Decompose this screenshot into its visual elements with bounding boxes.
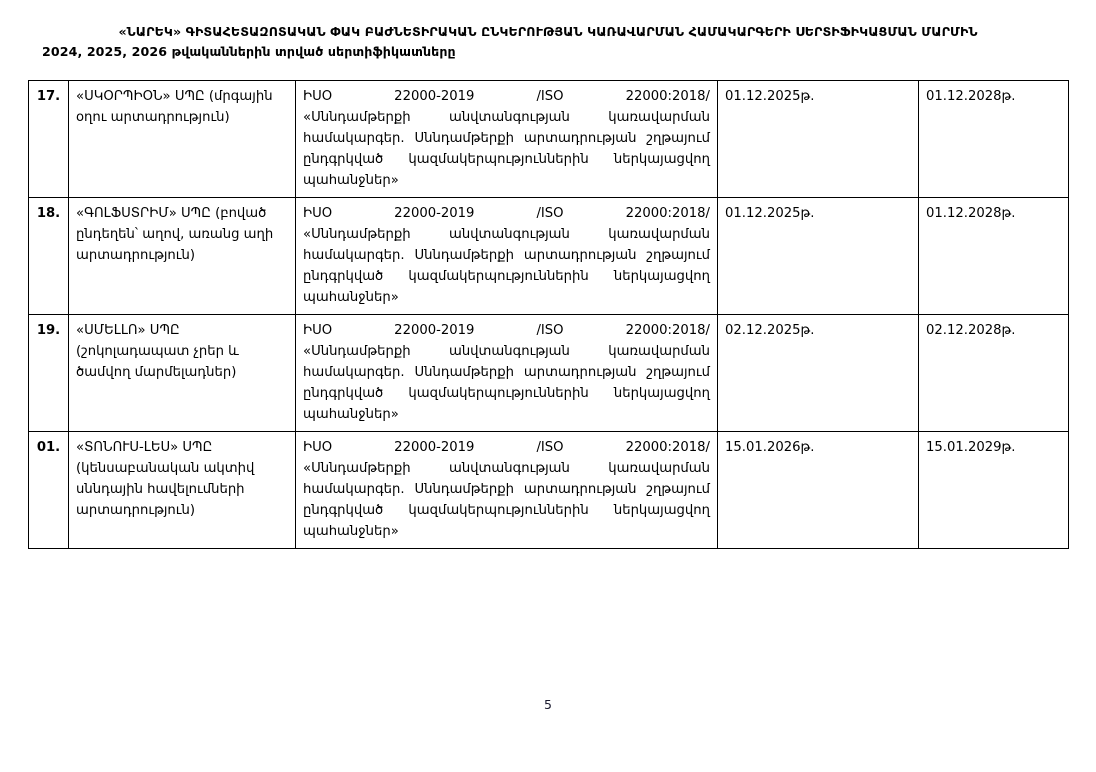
organization-name: «ՏՈՆՈՒՍ-ԼԵՍ» ՍՊԸ (կենսաբանական ակտիվ սննդային հավելումների արտադրություն) — [69, 432, 296, 549]
row-number: 18. — [29, 198, 69, 315]
issue-date: 15.01.2026թ. — [718, 432, 919, 549]
standard-code: ԻՍՕ 22000-2019 /ISO 22000:2018/ — [303, 323, 710, 338]
table-row — [29, 315, 1069, 432]
table-row — [29, 198, 1069, 315]
standard-description — [296, 432, 718, 549]
standard-code: ԻՍՕ 22000-2019 /ISO 22000:2018/ — [303, 206, 710, 221]
page-title — [28, 22, 1068, 62]
standard-title: «Սննդամթերքի անվտանգության կառավարման համակարգեր. Սննդամթերքի արտադրության շղթայում ընդգրկված կազմակերպություններին ներկայացվող պահանջներ» — [303, 344, 710, 422]
page-title-line-1: «ՆԱՐԵԿ» ԳԻՏԱՀԵՏԱԶՈՏԱԿԱՆ ՓԱԿ ԲԱԺՆԵՏԻՐԱԿԱՆ ԸՆԿԵՐՈՒԹՅԱՆ ԿԱՌԱՎԱՐՄԱՆ ՀԱՄԱԿԱՐԳԵՐԻ ՍԵՐՏԻՖԻԿԱՑՄԱՆ ՄԱՐՄԻՆ — [118, 24, 978, 39]
organization-name: «ՍՄԵԼԼՈ» ՍՊԸ (շոկոլադապատ չրեր և ծամվող մարմելադներ) — [69, 315, 296, 432]
standard-title: «Սննդամթերքի անվտանգության կառավարման համակարգեր. Սննդամթերքի արտադրության շղթայում ընդգրկված կազմակերպություններին ներկայացվող պահանջներ» — [303, 227, 710, 305]
organization-name: «ՍԿՕՐՊԻՕՆ» ՍՊԸ (մրգային օղու արտադրություն) — [69, 81, 296, 198]
expiry-date: 02.12.2028թ. — [919, 315, 1069, 432]
row-number: 17. — [29, 81, 69, 198]
page-number: 5 — [544, 697, 552, 712]
expiry-date: 15.01.2029թ. — [919, 432, 1069, 549]
standard-title: «Սննդամթերքի անվտանգության կառավարման համակարգեր. Սննդամթերքի արտադրության շղթայում ընդգրկված կազմակերպություններին ներկայացվող պահանջներ» — [303, 461, 710, 539]
standard-code: ԻՍՕ 22000-2019 /ISO 22000:2018/ — [303, 440, 710, 455]
expiry-date: 01.12.2028թ. — [919, 198, 1069, 315]
certificates-table — [28, 80, 1069, 549]
expiry-date: 01.12.2028թ. — [919, 81, 1069, 198]
table-row — [29, 81, 1069, 198]
row-number: 01. — [29, 432, 69, 549]
page-title-line-2: 2024, 2025, 2026 թվականներին տրված սերտիֆիկատները — [42, 44, 456, 59]
issue-date: 02.12.2025թ. — [718, 315, 919, 432]
standard-title: «Սննդամթերքի անվտանգության կառավարման համակարգեր. Սննդամթերքի արտադրության շղթայում ընդգրկված կազմակերպություններին ներկայացվող պահանջներ» — [303, 110, 710, 188]
row-number: 19. — [29, 315, 69, 432]
table-row — [29, 432, 1069, 549]
standard-description — [296, 198, 718, 315]
standard-description — [296, 315, 718, 432]
issue-date: 01.12.2025թ. — [718, 81, 919, 198]
organization-name: «ԳՈԼՖՍՏՐԻՄ» ՍՊԸ (բոված ընդեղեն՝ աղով, առանց աղի արտադրություն) — [69, 198, 296, 315]
issue-date: 01.12.2025թ. — [718, 198, 919, 315]
standard-description — [296, 81, 718, 198]
standard-code: ԻՍՕ 22000-2019 /ISO 22000:2018/ — [303, 89, 710, 104]
